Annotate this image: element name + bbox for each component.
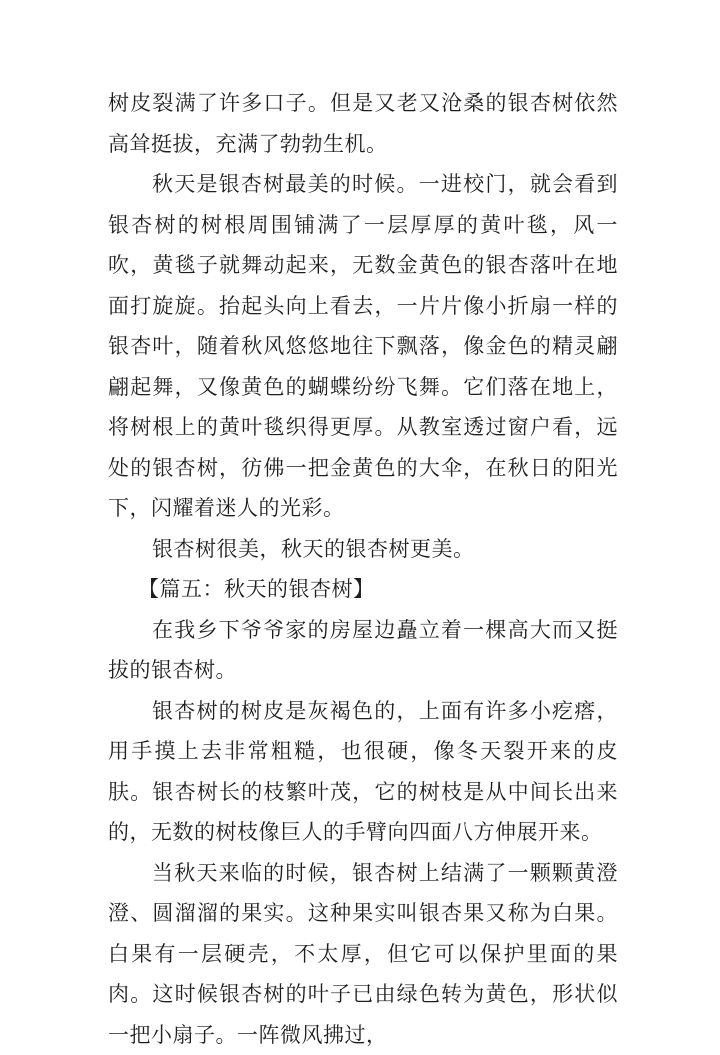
paragraph-bark-branches: 银杏树的树皮是灰褐色的，上面有许多小疙瘩，用手摸上去非常粗糙，也很硬，像冬天裂开来的皮肤。银杏树长的枝繁叶茂，它的树枝是从中间长出来的，无数的树枝像巨人的手臂向四面八方伸展开来。: [108, 691, 618, 853]
section-heading: 【篇五：秋天的银杏树】: [108, 569, 618, 610]
document-body: [108, 83, 618, 1055]
paragraph-fruit-leaves: 当秋天来临的时候，银杏树上结满了一颗颗黄澄澄、圆溜溜的果实。这种果实叫银杏果又称为白果。白果有一层硬壳，不太厚，但它可以保护里面的果肉。这时候银杏树的叶子已由绿色转为黄色，形状似一把小扇子。一阵微风拂过，: [108, 853, 618, 1055]
paragraph-autumn-ginkgo: 秋天是银杏树最美的时候。一进校门，就会看到银杏树的树根周围铺满了一层厚厚的黄叶毯，风一吹，黄毯子就舞动起来，无数金黄色的银杏落叶在地面打旋旋。抬起头向上看去，一片片像小折扇一样的银杏叶，随着秋风悠悠地往下飘落，像金色的精灵翩翩起舞，又像黄色的蝴蝶纷纷飞舞。它们落在地上，将树根上的黄叶毯织得更厚。从教室透过窗户看，远处的银杏树，彷佛一把金黄色的大伞，在秋日的阳光下，闪耀着迷人的光彩。: [108, 164, 618, 529]
paragraph-continued: 树皮裂满了许多口子。但是又老又沧桑的银杏树依然高耸挺拔，充满了勃勃生机。: [108, 83, 618, 164]
paragraph-village-tree: 在我乡下爷爷家的房屋边矗立着一棵高大而又挺拔的银杏树。: [108, 610, 618, 691]
paragraph-conclusion: 银杏树很美，秋天的银杏树更美。: [108, 529, 618, 570]
